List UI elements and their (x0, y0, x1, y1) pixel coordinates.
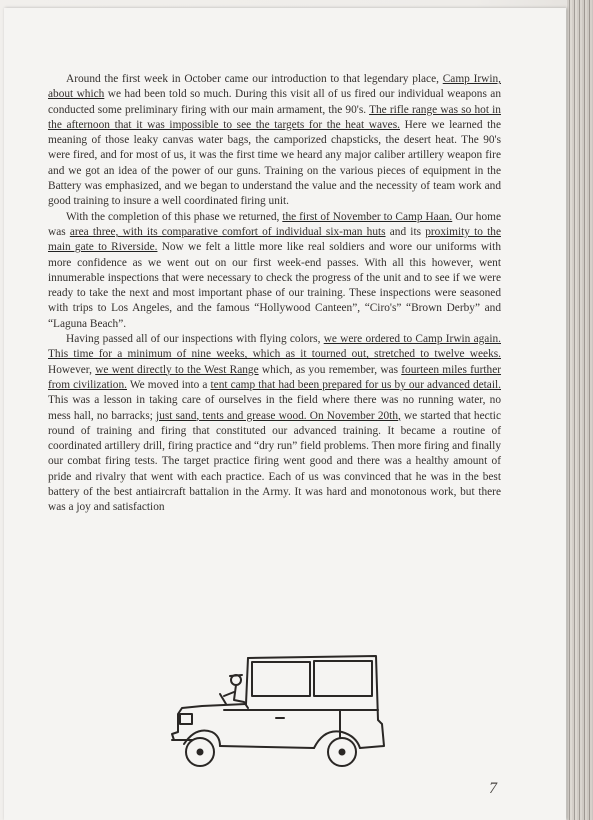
text-segment: we started that hectic round of training and firing that constituted our advanced training. It became a routine of coordinated artillery drill, firing practice and “dry run” field problems. Then more firing and finally our combat firing tests. The target practice firing went good and there was a healthy amount of pride and rivalry that went with each practice. Each of us was convinced that he was in the best battery of the best antiaircraft battalion in the Army. It was hard and monotonous work, but there was a joy and satisfaction (48, 409, 501, 514)
text-segment: Here we learned the meaning of those leaky canvas water bags, the camporized chapsticks, the desert heat. The 90's were fired, and for most of us, it was the first time we heard any major caliber artillery weapon fire and we got an idea of the power of our guns. Training on the various pieces of equipment in the Battery was emphasized, and we began to understand the value and the necessity of team work and good training to insure a well coordinated firing unit. (48, 118, 501, 208)
underlined-text-segment: tent camp that had been prepared for us by our advanced detail. (210, 378, 501, 391)
text-segment: Our home was (48, 210, 501, 238)
text-segment: This was a lesson in taking care of ourselves in the field where there was no running water, no mess hall, no barracks; (48, 394, 501, 422)
paragraph-1 (48, 72, 501, 210)
underlined-text-segment: This time for a minimum of nine weeks, which as it tourned out, stretched to twelve weeks. (48, 348, 501, 361)
text-segment: Around the first week in October came our introduction to that legendary place, (66, 73, 443, 85)
page-body-text (48, 72, 501, 516)
underlined-text-segment: we went directly to the West Range (95, 363, 259, 376)
text-segment: which, as you remember, was (258, 363, 402, 376)
text-segment: With the completion of this phase we returned, (66, 210, 283, 223)
underlined-text-segment: area three, with its comparative comfort of individual six-man huts (69, 225, 386, 238)
underlined-text-segment: Camp Irwin, about which (48, 73, 501, 101)
text-segment: we had been told so much. During this visit all of us fired our individual weapons an conducted some preliminary firing with our main armament, the 90's. (48, 88, 501, 116)
underlined-text-segment: the first of November to Camp Haan. (282, 210, 453, 223)
text-segment: and its (385, 225, 426, 238)
page-number: 7 (489, 780, 497, 797)
text-segment: We moved into a (127, 378, 211, 391)
text-segment: However, (48, 363, 96, 376)
underlined-text-segment: fourteen miles further from civilization. (48, 363, 502, 391)
book-page (4, 8, 566, 820)
truck-illustration (164, 648, 394, 773)
underlined-text-segment: proximity to the main gate to Riverside. (48, 225, 501, 254)
paragraph-3 (48, 332, 501, 516)
underlined-text-segment: just sand, tents and grease wood. On November 20th, (156, 409, 401, 422)
text-segment: Having passed all of our inspections with flying colors, (66, 333, 324, 346)
underlined-text-segment: The rifle range was so hot in the afternoon that it was impossible to see the targets for the heat waves. (48, 103, 501, 131)
paragraph-2 (48, 210, 501, 332)
text-segment: Now we felt a little more like real soldiers and wore our uniforms with more confidence as we went out on our first week-end passes. With all this however, went innumerable inspections that were necessary to check the progress of the unit and to see if we were ready to take the next and most important phase of our training. These inspections were seasoned with trips to Los Angeles, and the famous “Hollywood Canteen”, “Ciro's” “Brown Derby” and “Laguna Beach”. (48, 241, 502, 330)
underlined-text-segment: we were ordered to Camp Irwin again. (323, 333, 501, 346)
